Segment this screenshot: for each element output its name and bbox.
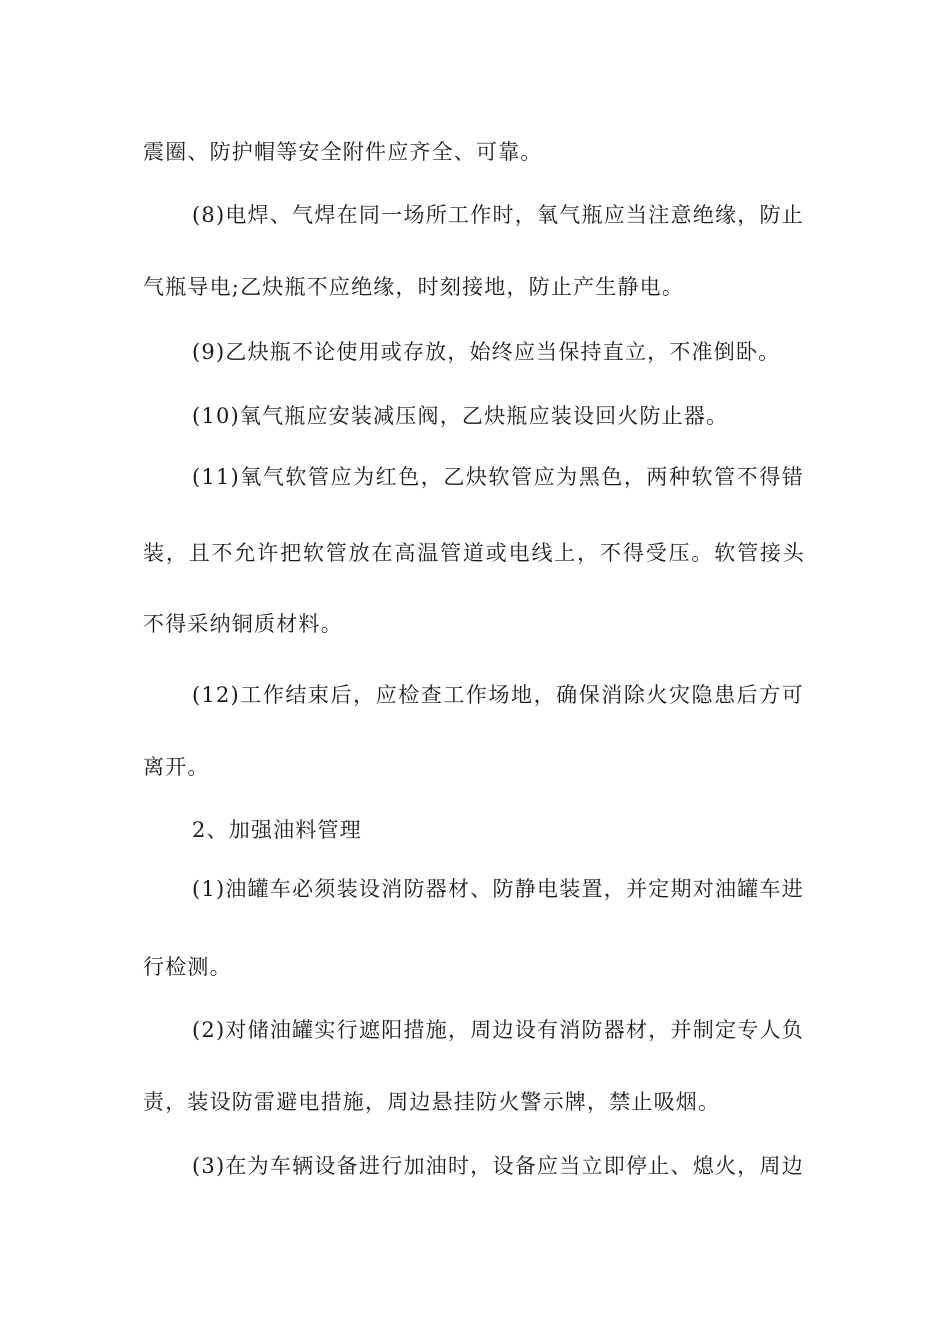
text-line: (3)在为车辆设备进行加油时，设备应当立即停止、熄火，周边: [192, 1154, 804, 1178]
text-line: 离开。: [143, 755, 210, 779]
text-line: 行检测。: [143, 955, 232, 979]
text-line: 震圈、防护帽等安全附件应齐全、可靠。: [143, 140, 543, 164]
text-line: (9)乙炔瓶不论使用或存放，始终应当保持直立，不准倒卧。: [192, 340, 781, 364]
text-line: (10)氧气瓶应安装减压阀，乙炔瓶应装设回火防止器。: [192, 404, 729, 428]
text-line: (2)对储油罐实行遮阳措施，周边设有消防器材，并制定专人负: [192, 1018, 804, 1042]
text-line: 装，且不允许把软管放在高温管道或电线上，不得受压。软管接头: [143, 541, 805, 565]
text-line: (12)工作结束后，应检查工作场地，确保消除火灾隐患后方可: [192, 683, 804, 707]
section-heading: 2、加强油料管理: [192, 818, 362, 842]
text-line: 气瓶导电;乙炔瓶不应绝缘，时刻接地，防止产生静电。: [143, 275, 685, 299]
text-line: (1)油罐车必须装设消防器材、防静电装置，并定期对油罐车进: [192, 877, 804, 901]
text-line: (11)氧气软管应为红色，乙炔软管应为黑色，两种软管不得错: [192, 465, 804, 489]
text-line: (8)电焊、气焊在同一场所工作时，氧气瓶应当注意绝缘，防止: [192, 203, 804, 227]
text-line: 不得采纳铜质材料。: [143, 612, 343, 636]
text-line: 责，装设防雷避电措施，周边悬挂防火警示牌，禁止吸烟。: [143, 1090, 721, 1114]
